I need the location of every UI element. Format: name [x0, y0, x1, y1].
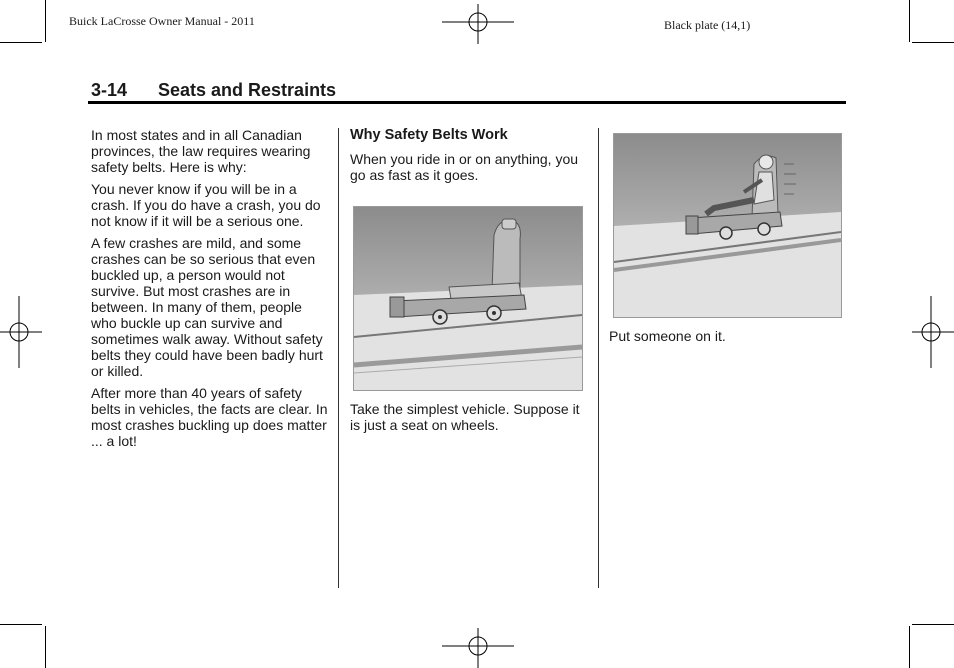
column-2 [350, 127, 585, 189]
paragraph: After more than 40 years of safety belts in vehicles, the facts are clear. In most crashes buckling up does matter ... a lot! [91, 385, 328, 449]
column-3-caption [609, 328, 844, 350]
paragraph: In most states and in all Canadian provinces, the law requires wearing safety belts. Here is why: [91, 127, 311, 175]
section-number: 3-14 [91, 80, 128, 100]
section-title: Seats and Restraints [158, 80, 337, 100]
subsection-heading: Why Safety Belts Work [350, 127, 508, 143]
column-1 [91, 127, 331, 455]
figure-caption: Put someone on it. [609, 328, 726, 344]
manual-title: Buick LaCrosse Owner Manual - 2011 [69, 14, 255, 28]
person-on-seat-illustration [613, 133, 842, 318]
registration-mark-top [440, 4, 516, 44]
plate-info: Black plate (14,1) [664, 18, 751, 32]
registration-mark-left [0, 296, 42, 368]
paragraph: A few crashes are mild, and some crashes can be so serious that even buckled up, a person would not survive. But most crashes are in between. In many of them, people who buckle up can survive and sometimes walk away. Without safety belts they could have been badly hurt or killed. [91, 235, 323, 379]
figure-caption: Take the simplest vehicle. Suppose it is just a seat on wheels. [350, 401, 580, 433]
paragraph: You never know if you will be in a crash. If you do have a crash, you do not know if it will be a serious one. [91, 181, 321, 229]
seat-on-wheels-illustration [353, 206, 583, 391]
registration-mark-bottom [440, 628, 516, 668]
column-divider [338, 128, 339, 588]
registration-mark-right [912, 296, 954, 368]
column-divider [598, 128, 599, 588]
heading-rule [88, 101, 846, 104]
intro-text: When you ride in or on anything, you go as fast as it goes. [350, 151, 579, 183]
column-2-caption [350, 401, 585, 439]
